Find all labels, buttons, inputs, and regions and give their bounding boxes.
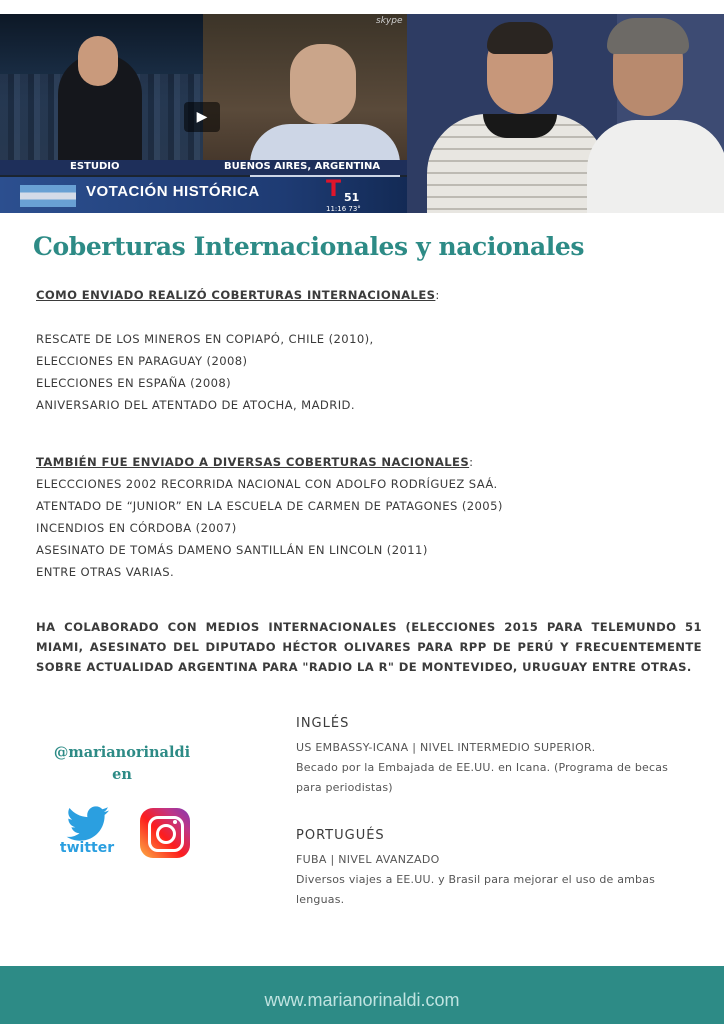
international-heading <box>36 284 706 306</box>
header-photos <box>0 14 724 213</box>
social-connector: en <box>112 766 132 783</box>
studio-label: ESTUDIO <box>70 161 120 172</box>
list-item: INCENDIOS EN CÓRDOBA (2007) <box>36 521 237 535</box>
skype-label: skype <box>376 16 403 26</box>
list-item: ASESINATO DE TOMÁS DAMENO SANTILLÁN EN LINCOLN (2011) <box>36 543 428 557</box>
footer <box>0 966 724 1024</box>
language-name: INGLÉS <box>296 716 350 731</box>
instagram-icon[interactable] <box>140 808 190 858</box>
location-label: BUENOS AIRES, ARGENTINA <box>224 161 381 172</box>
spacer <box>36 306 706 328</box>
location-bar <box>0 160 407 175</box>
twitter-wordmark: twitter <box>59 840 115 856</box>
ticker-text: VOTACIÓN HISTÓRICA <box>86 183 260 200</box>
language-description: Becado por la Embajada de EE.UU. en Icana. (Programa de becas para periodistas) <box>296 761 669 794</box>
website-link[interactable]: www.marianorinaldi.com <box>264 990 460 1010</box>
telemundo-logo-icon: T <box>326 177 342 202</box>
clock-readout: 11:16 73° <box>326 205 361 213</box>
tv-interview-photo <box>0 14 407 213</box>
portrait-photo <box>407 14 724 213</box>
page-title: Coberturas Internacionales y nacionales <box>33 232 585 261</box>
list-item: ANIVERSARIO DEL ATENTADO DE ATOCHA, MADRID. <box>36 398 355 412</box>
instagram-lens <box>156 824 176 844</box>
social-handle-block <box>40 742 204 786</box>
social-handle[interactable]: @marianorinaldi <box>53 744 191 761</box>
collaboration-paragraph: HA COLABORADO CON MEDIOS INTERNACIONALES (ELECCIONES 2015 PARA TELEMUNDO 51 MIAMI, ASESINATO DEL DIPUTADO HÉCTOR OLIVARES PARA RPP DE PERÚ Y FRECUENTEMENTE SOBRE ACTUALIDAD ARGENTINA PARA "RADIO LA R" DE MONTEVIDEO, URUGUAY ENTRE OTRAS. <box>36 620 702 674</box>
language-institution-level: FUBA | NIVEL AVANZADO <box>296 853 440 866</box>
guest-body <box>250 124 400 184</box>
language-description: Diversos viajes a EE.UU. y Brasil para mejorar el uso de ambas lenguas. <box>296 873 656 906</box>
list-item: ENTRE OTRAS VARIAS. <box>36 565 175 579</box>
list-item: ELECCIONES EN PARAGUAY (2008) <box>36 354 248 368</box>
language-name: PORTUGUÉS <box>296 828 385 843</box>
international-section <box>36 284 706 416</box>
news-anchor-head <box>78 36 118 86</box>
twitter-bird-icon-svg <box>66 806 110 842</box>
person-left-hair <box>487 22 553 54</box>
list-item: ELECCIONES EN ESPAÑA (2008) <box>36 376 232 390</box>
instagram-flash-dot <box>173 820 177 824</box>
person-right-body <box>587 120 724 213</box>
national-section <box>36 451 706 583</box>
person-right-hair <box>607 18 689 54</box>
national-heading-text: TAMBIÉN FUE ENVIADO A DIVERSAS COBERTURAS NACIONALES <box>36 455 470 469</box>
language-institution-level: US EMBASSY-ICANA | NIVEL INTERMEDIO SUPERIOR. <box>296 741 596 754</box>
channel-number: 51 <box>344 191 360 204</box>
guest-head <box>290 44 356 124</box>
ticker-bar <box>0 177 407 213</box>
national-heading <box>36 451 706 473</box>
list-item: ELECCCIONES 2002 RECORRIDA NACIONAL CON ADOLFO RODRÍGUEZ SAÁ. <box>36 477 498 491</box>
list-item: RESCATE DE LOS MINEROS EN COPIAPÓ, CHILE (2010), <box>36 332 374 346</box>
list-item: ATENTADO DE “JUNIOR” EN LA ESCUELA DE CARMEN DE PATAGONES (2005) <box>36 499 503 513</box>
play-icon[interactable]: ▶ <box>184 102 220 132</box>
twitter-link[interactable] <box>52 806 122 860</box>
argentina-flag-icon <box>20 185 76 207</box>
national-heading-colon: : <box>469 455 474 469</box>
international-heading-colon: : <box>435 288 440 302</box>
international-heading-text: COMO ENVIADO REALIZÓ COBERTURAS INTERNACIONALES <box>36 288 436 302</box>
language-portuguese <box>296 826 696 910</box>
language-english <box>296 714 696 798</box>
